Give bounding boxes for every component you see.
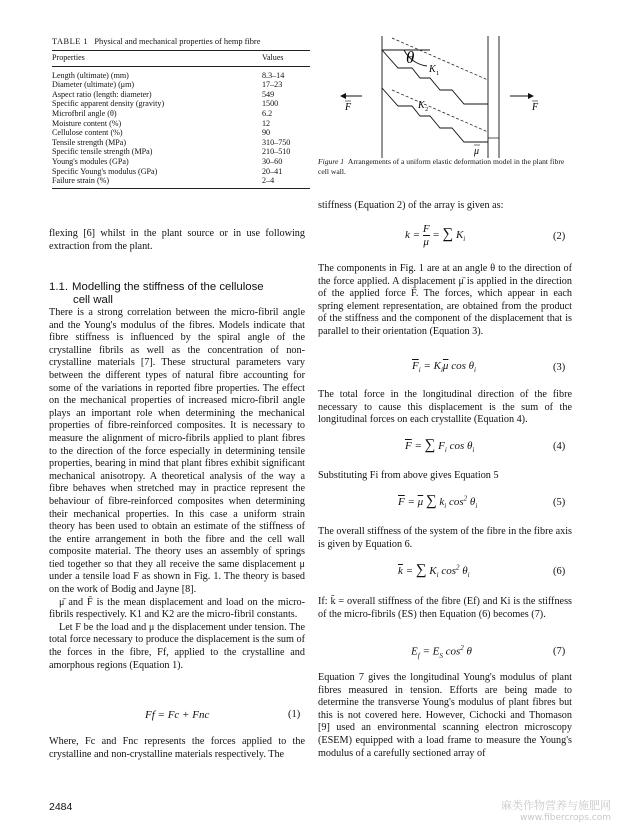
table-header-properties: Properties — [52, 51, 262, 67]
right-para-2-block — [318, 263, 572, 339]
section-title-line1: Modelling the stiffness of the cellulose — [72, 281, 264, 293]
equation-2: k = $\frac{F}{\mu}$ = ∑ $K_i$ — [405, 223, 466, 248]
value-cell: 549 — [262, 89, 275, 99]
k2-label: K — [418, 100, 425, 111]
body-paragraph-4: Where, Fc and Fnc represents the forces applied to the crystalline and non-crystalline materials respectively. The — [49, 736, 305, 760]
table-row — [52, 66, 310, 80]
right-paragraph-1: stiffness (Equation 2) of the array is given as: — [318, 200, 504, 211]
value-cell: 310–750 — [262, 137, 291, 147]
left-body — [49, 307, 305, 672]
k1-sub: 1 — [436, 70, 440, 77]
equation-6: $\overline{k}$ = ∑ $K_i$ $\cos^2 \theta_i$ — [398, 562, 470, 580]
value-cell: 2–4 — [262, 176, 310, 188]
table-caption — [52, 37, 312, 46]
left-tail — [49, 736, 305, 761]
equation-7: $E_f = E_S$ $\cos^2 \theta$ — [411, 644, 472, 660]
equation-5-number: (5) — [553, 497, 566, 508]
watermark — [501, 800, 611, 824]
watermark-line1: 麻类作物营养与施肥网 — [501, 799, 611, 812]
section-heading — [49, 281, 305, 306]
body-paragraph-1: There is a strong correlation between the micro-fibril angle and the Young's modulus of the fibres. Models indicate that fibre stiffness is influenced by the spiral angle of the crystalline fibrils as well as the concentration of non-crystalline materials [7]. These structural parameters vary between the different types of natural fibre accounting for some of the variations in reported fibre properties. The effect on the mechanical properties of increased micro-fibril angle plays an important role when determining the mechanical properties of fibre-reinforced composites. It is necessary to measure the alignment of micro-fibrils applied to plant fibres to the direction of the force especially in determining tensile properties, bearing in mind that plant fibres exhibit significant mechanical anisotropy. A theoretical analysis of the way a fibre behaves when stretched may in practice represent the behaviour of fibre-reinforced composites when determining their mechanical properties. In this case a uniform strain theory has been used to obtain an estimate of the stiffness of the entire arrangement in both the fibre and the cell wall composite material. The theory uses an assembly of springs tied together so that they all receive the same displacement μ under a tensile load F as shown in Fig. 1. The theory is based on the work of Bodig and Jayne [8]. — [49, 307, 305, 596]
table-row — [52, 109, 310, 119]
value-cell: 90 — [262, 128, 271, 138]
theta-label: θ — [406, 48, 415, 67]
body-paragraph-2: μ̄ and F̄ is the mean displacement and load on the micro-fibrils respectively. K1 and K2 are the micro-fibril constants. — [49, 596, 305, 621]
table-row — [52, 176, 310, 188]
spring-model-figure — [332, 28, 576, 158]
equation-6-number: (6) — [553, 566, 566, 577]
right-para-6-block — [318, 596, 572, 621]
table-row — [52, 128, 310, 138]
equation-5: $\overline{F} = \overline{\mu}$ ∑ $k_i$ $\cos^2 \theta_i$ — [398, 493, 478, 511]
table-label: TABLE 1 — [52, 37, 89, 46]
equation-7-number: (7) — [553, 646, 566, 657]
value-cell: 210–510 — [262, 147, 291, 157]
table-title: Physical and mechanical properties of hemp fibre — [94, 37, 261, 46]
table-row — [52, 138, 310, 148]
property-cell: Cellulose content (%) — [52, 128, 123, 138]
property-cell: Diameter (ultimate) (μm) — [52, 80, 135, 90]
intro-paragraph: flexing [6] whilst in the plant source or in use following extraction from the plant. — [49, 228, 305, 252]
table-row — [52, 80, 310, 90]
properties-table — [52, 50, 310, 189]
section-title-line2: cell wall — [73, 293, 113, 306]
property-cell: Young's modules (GPa) — [52, 156, 129, 166]
equation-4-number: (4) — [553, 441, 566, 452]
right-para-3-block — [318, 389, 572, 427]
value-cell: 8.3–14 — [262, 70, 285, 80]
value-cell: 17–23 — [262, 80, 283, 90]
table-row — [52, 147, 310, 157]
property-cell: Specific tensile strength (MPa) — [52, 147, 153, 157]
force-left-label: F — [345, 102, 352, 113]
section-number: 1.1. — [49, 281, 68, 293]
value-cell: 1500 — [262, 99, 279, 109]
right-paragraph-3: The total force in the longitudinal direction of the fibre necessary to cause this displacement is the sum of the longitudinal forces on each crystallite (Equation 4). — [318, 389, 572, 426]
figure-caption-text: Arrangements of a uniform elastic deformation model in the plant fibre cell wall. — [318, 157, 565, 176]
equation-2-number: (2) — [553, 231, 566, 242]
right-paragraph-2: The components in Fig. 1 are at an angle θ to the direction of the force applied. A displacement μ̄ is applied in the direction of the applied force F̄. The forces, which appear in each spring element representation, are obtained from the product of the stiffness and the component of the displacement that is parallel to their orientation (Equation 3). — [318, 263, 572, 337]
k2-sub: 2 — [425, 106, 429, 113]
table-header-values: Values — [262, 51, 310, 67]
property-cell: Tensile strength (MPa) — [52, 137, 127, 147]
body-paragraph-3: Let F be the load and μ the displacement under tension. The total force necessary to produce the displacement is the sum of the forces in the fibre, Ff, applied to the crystalline and amorphous regions (Equation 1). — [49, 621, 305, 671]
value-cell: 6.2 — [262, 108, 273, 118]
equation-3: $\overline{F}_i = K_i\overline{\mu}$ $\cos \theta_i$ — [412, 360, 476, 375]
equation-3-number: (3) — [553, 362, 566, 373]
table-row — [52, 157, 310, 167]
right-paragraph-4: Substituting Fi from above gives Equation 5 — [318, 470, 499, 481]
value-cell: 30–60 — [262, 156, 283, 166]
right-para-4-block — [318, 470, 572, 483]
table-row — [52, 99, 310, 109]
right-paragraph-7: Equation 7 gives the longitudinal Young's modulus of plant fibres measured in tension. Efforts are being made to determine the transverse Young's modulus of plant fibres but this is not covered here. However, Cichocki and Thomason [9] used an environmental scanning electron microscopy (ESEM) equipped with a load frame to measure the Young's modulus of a carefully sectioned array of — [318, 672, 572, 759]
right-paragraph-6: If: k̄ = overall stiffness of the fibre (Ef) and Ki is the stiffness of the micro-fibrils (ES) then Equation (6) becomes (7). — [318, 596, 572, 620]
value-cell: 20–41 — [262, 166, 283, 176]
property-cell: Specific Young's modulus (GPa) — [52, 166, 158, 176]
spring-k2 — [382, 88, 488, 142]
table-row — [52, 119, 310, 129]
right-paragraph-5: The overall stiffness of the system of the fibre in the fibre axis is given by Equation 6. — [318, 526, 572, 550]
right-para-5-block — [318, 526, 572, 551]
watermark-line2: www.fibercrops.com — [520, 813, 611, 823]
equation-1: Ff = Fc + Fnc — [145, 709, 210, 721]
table-row — [52, 90, 310, 100]
k1-label: K — [429, 64, 436, 75]
property-cell: Aspect ratio (length: diameter) — [52, 89, 152, 99]
property-cell: Moisture content (%) — [52, 118, 122, 128]
value-cell: 12 — [262, 118, 271, 128]
right-para-1-block — [318, 200, 572, 213]
property-cell: Specific apparent density (gravity) — [52, 99, 165, 109]
force-right-label: F — [532, 102, 539, 113]
table-body — [52, 66, 310, 188]
figure-caption — [318, 157, 574, 177]
property-cell: Failure strain (%) — [52, 176, 262, 188]
right-para-7-block — [318, 672, 572, 760]
figure-label: Figure 1 — [318, 157, 345, 166]
page-number: 2484 — [49, 801, 73, 813]
equation-1-number: (1) — [288, 709, 301, 720]
table-row — [52, 167, 310, 177]
property-cell: Length (ultimate) (mm) — [52, 70, 129, 80]
mu-label: μ — [474, 146, 480, 157]
spring-k1 — [382, 50, 488, 104]
left-intro — [49, 228, 305, 253]
equation-4: $\overline{F}$ = ∑ $F_i$ $\cos \theta_i$ — [405, 437, 475, 455]
property-cell: Microfbril angle (θ) — [52, 108, 117, 118]
